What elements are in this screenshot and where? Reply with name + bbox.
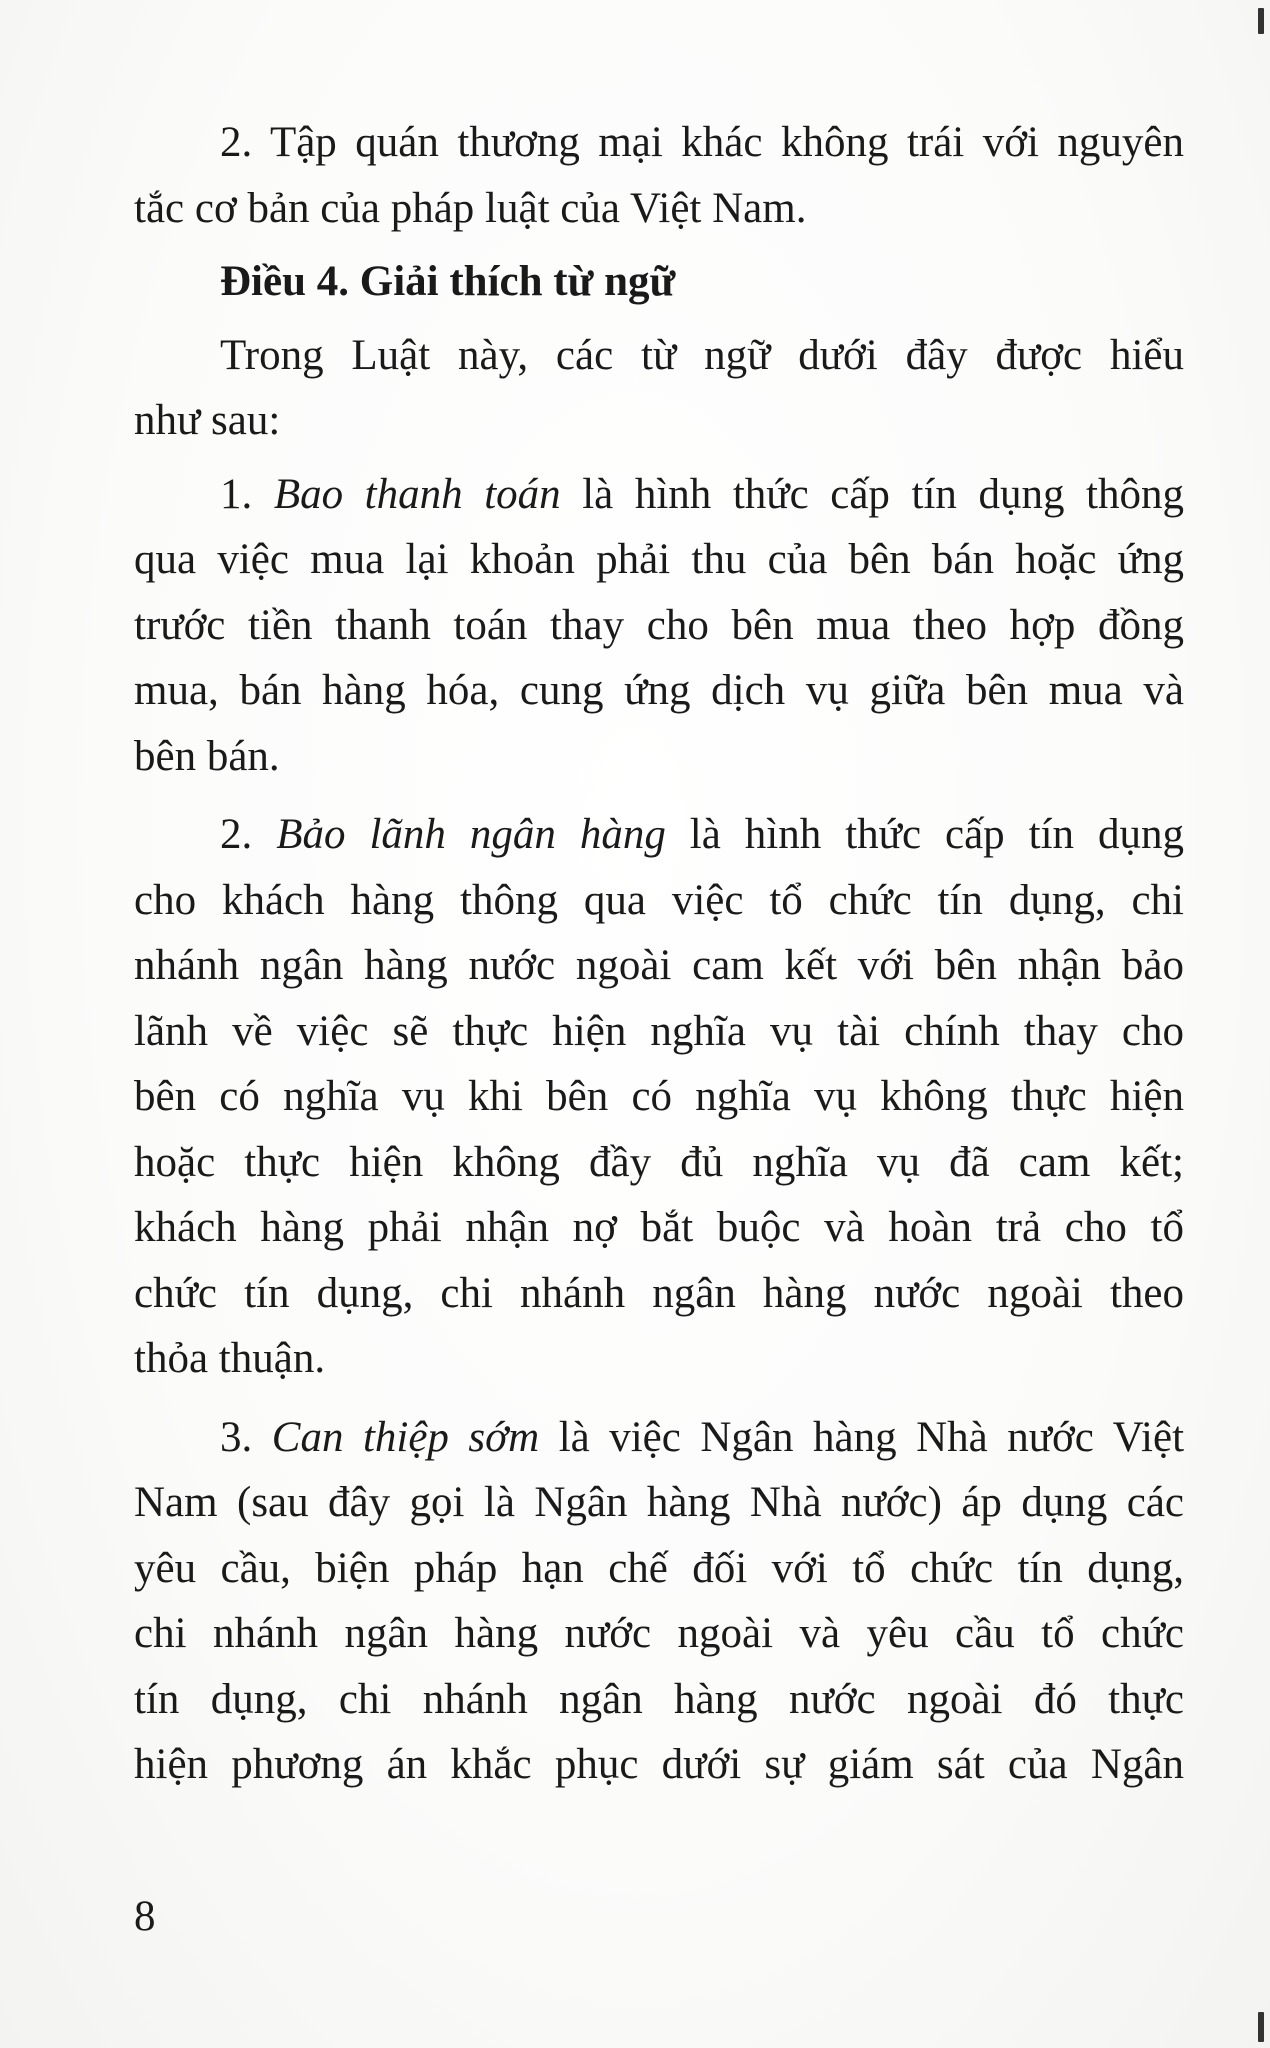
text-line: trước tiền thanh toán thay cho bên mua theo hợp đồng	[134, 601, 1184, 649]
text-line: chức tín dụng, chi nhánh ngân hàng nước ngoài theo	[134, 1269, 1184, 1317]
definition-item	[134, 1405, 1184, 1798]
definition-first-line	[134, 462, 1184, 528]
definition-first-line	[134, 1405, 1184, 1471]
text-line: 2. Tập quán thương mại khác không trái với nguyên	[220, 119, 1184, 166]
text-line: khách hàng phải nhận nợ bắt buộc và hoàn trả cho tổ	[134, 1204, 1184, 1251]
page-body	[134, 110, 1184, 1798]
text-line: tắc cơ bản của pháp luật của Việt Nam.	[134, 184, 807, 232]
text-line: Nam (sau đây gọi là Ngân hàng Nhà nước) áp dụng các	[134, 1479, 1184, 1526]
text-line: nhánh ngân hàng nước ngoài cam kết với bên nhận bảo	[134, 942, 1184, 989]
text-line: Trong Luật này, các từ ngữ dưới đây được hiểu	[220, 331, 1184, 379]
text-line: bên có nghĩa vụ khi bên có nghĩa vụ không thực hiện	[134, 1073, 1184, 1120]
definition-number: 3.	[220, 1413, 253, 1461]
text-line: như sau:	[134, 397, 281, 444]
page-number: 8	[134, 1893, 156, 1940]
text-line: qua việc mua lại khoản phải thu của bên bán hoặc ứng	[134, 536, 1184, 583]
text-line: thỏa thuận.	[134, 1335, 326, 1382]
text-line: yêu cầu, biện pháp hạn chế đối với tổ chức tín dụng,	[134, 1544, 1184, 1592]
definition-text: là hình thức cấp tín dụng thông	[582, 470, 1184, 518]
definition-term: Bảo lãnh ngân hàng	[276, 811, 666, 858]
definition-item	[134, 802, 1184, 1392]
text-line: cho khách hàng thông qua việc tổ chức tín dụng, chi	[134, 876, 1184, 924]
text-line: bên bán.	[134, 732, 280, 780]
text-line: mua, bán hàng hóa, cung ứng dịch vụ giữa bên mua và	[134, 667, 1184, 714]
definition-number: 2.	[220, 811, 253, 858]
text-line: tín dụng, chi nhánh ngân hàng nước ngoài đó thực	[134, 1675, 1184, 1723]
text-line: lãnh về việc sẽ thực hiện nghĩa vụ tài chính thay cho	[134, 1007, 1184, 1055]
paragraph-intro	[134, 323, 1184, 454]
page-edge-mark-top	[1258, 8, 1264, 34]
definition-first-line	[134, 802, 1184, 868]
definition-text: là việc Ngân hàng Nhà nước Việt	[558, 1413, 1185, 1461]
definition-term: Bao thanh toán	[273, 470, 561, 518]
text-line: hoặc thực hiện không đầy đủ nghĩa vụ đã cam kết;	[134, 1138, 1184, 1186]
text-line: hiện phương án khắc phục dưới sự giám sát của Ngân	[134, 1741, 1184, 1788]
definition-number: 1.	[220, 470, 253, 518]
text-line: chi nhánh ngân hàng nước ngoài và yêu cầu tổ chức	[134, 1610, 1184, 1657]
definition-item	[134, 462, 1184, 790]
article-heading: Điều 4. Giải thích từ ngữ	[220, 258, 676, 305]
definition-term: Can thiệp sớm	[271, 1413, 540, 1461]
page-edge-mark-bottom	[1258, 2012, 1264, 2042]
paragraph-commercial-custom	[134, 110, 1184, 241]
definition-text: là hình thức cấp tín dụng	[689, 811, 1184, 858]
